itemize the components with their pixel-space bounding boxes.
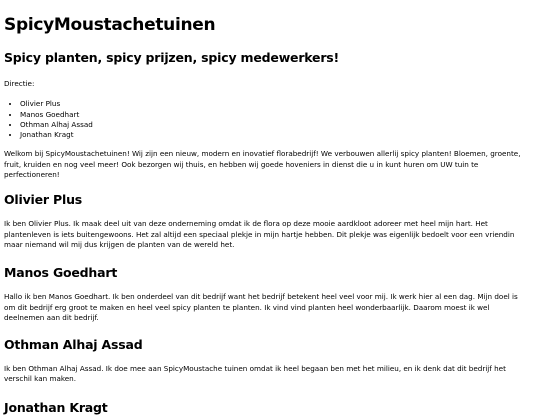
list-item: • Jonathan Kragt [20, 130, 528, 140]
section-text-manos: Hallo ik ben Manos Goedhart. Ik ben onderdeel van dit bedrijf want het bedrijf betekent heel veel voor mij. Ik werk hier al een dag. Mijn doel is om dit bedrijf erg groot te maken en heel veel spicy planten te planten. Ik vind vind planten heel wonderbaarlijk. Daarom moest ik wel deelnemen aan dit bedrijf. [4, 292, 518, 322]
intro-paragraph: Welkom bij SpicyMoustachetuinen! Wij zijn een nieuw, modern en inovatief florabedrijf! We verbouwen allerlij spicy planten! Bloemen, groente, fruit, kruiden en nog veel meer! Ook bezorgen wij thuis, en hebben wij goede hoveniers in dienst die u in kunt huren om UW tuin te perfectioneren! [4, 149, 521, 180]
page [0, 15, 536, 416]
site-title: SpicyMoustachetuinen [4, 15, 216, 35]
section-text-othman: Ik ben Othman Alhaj Assad. Ik doe mee aan SpicyMoustache tuinen omdat ik heel begaan ben met het milieu, en ik denk dat dit bedrijf het verschil kan maken. [4, 364, 506, 384]
section-heading-olivier: Olivier Plus [4, 192, 83, 208]
list-item: • Manos Goedhart [20, 110, 528, 120]
section-heading-jonathan: Jonathan Kragt [4, 399, 108, 415]
section-heading-manos: Manos Goedhart [4, 265, 118, 281]
site-subtitle: Spicy planten, spicy prijzen, spicy medewerkers! [4, 50, 340, 65]
list-item: • Othman Alhaj Assad [20, 120, 528, 130]
directie-list [4, 99, 528, 140]
section-heading-othman: Othman Alhaj Assad [4, 337, 143, 353]
list-item: • Olivier Plus [20, 99, 528, 109]
section-text-olivier: Ik ben Olivier Plus. Ik maak deel uit van deze onderneming omdat ik de flora op deze mooie aardkloot adoreer met heel mijn hart. Het plantenleven is iets buitengewoons. Het zal altijd een speciaal plekje in mijn hartje hebben. Dit plekje was eigenlijk bedoelt voor een vriendin maar niemand wil mij dus krijgen de planten van de wereld het. [4, 219, 515, 249]
directie-label: Directie: [4, 79, 35, 88]
